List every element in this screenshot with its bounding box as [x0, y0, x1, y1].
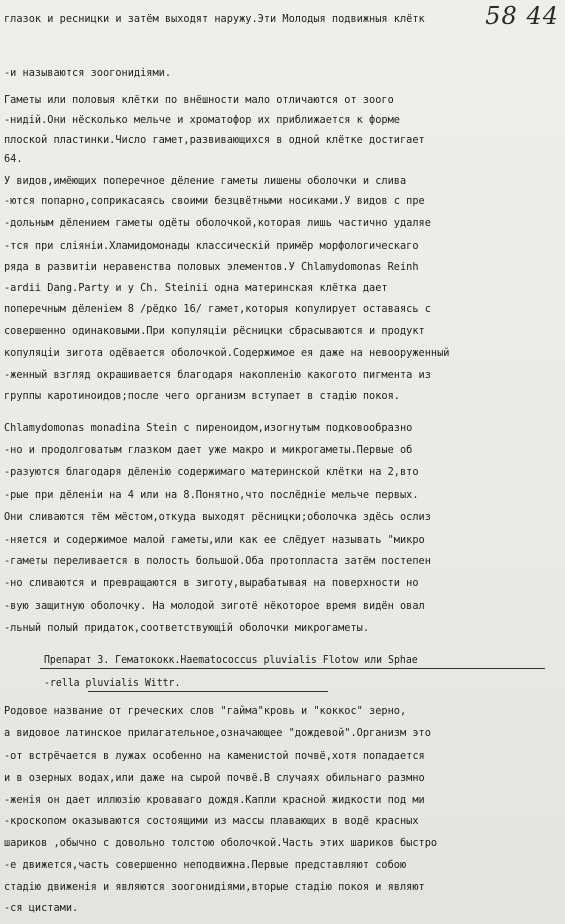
text-line-11: ряда в развитіи неравенства половых элементов.У Chlamydomonas Reinh — [4, 261, 419, 273]
text-line-9: -дольным дёлением гаметы одёты оболочкой,которая лишь частично удаляе — [4, 217, 431, 229]
text-line-33: и в озерных водах,или даже на сырой почвё.В случаях обильнаго размно — [4, 772, 425, 784]
text-line-12: -ardii Dang.Party и у Ch. Steinii одна материнская клётка дает — [4, 282, 388, 294]
text-line-2: -и называются зоогонидіями. — [4, 67, 172, 79]
text-line-27: -льный полый придаток,соответствующій оболочки микрогаметы. — [4, 622, 370, 634]
text-line-6: 64. — [4, 153, 23, 165]
text-line-24: -гаметы переливается в полость большой.Оба протопласта затём постепен — [4, 555, 431, 567]
text-line-23: -няется и содержимое малой гаметы,или как ее слёдует называть "микро — [4, 534, 425, 546]
text-line-21: -рые при дёленіи на 4 или на 8.Понятно,что послёдніе мельче первых. — [4, 489, 419, 501]
text-line-30: Родовое название от греческих слов "гайма"кровь и "коккос" зерно, — [4, 705, 407, 717]
text-line-16: -женный взгляд окрашивается благодаря накопленію какогото пигмента из — [4, 369, 431, 381]
text-line-10: -тся при сліяніи.Хламидомонады классическій примёр морфологическаго — [4, 240, 419, 252]
text-line-25: -но сливаются и превращаются в зиготу,вырабатывая на поверхности но — [4, 577, 419, 589]
text-line-4: -нидій.Они нёсколько мельче и хроматофор их приближается к форме — [4, 114, 400, 126]
text-line-37: -е движется,часть совершенно неподвижна.Первые представляют собою — [4, 859, 407, 871]
text-line-5: плоской пластинки.Число гамет,развивающихся в одной клётке достигает — [4, 134, 425, 146]
text-line-20: -разуются благодаря дёленію содержимаго материнской клётки на 2,вто — [4, 466, 419, 478]
text-line-31: а видовое латинское прилагательное,означающее "дождевой".Организм это — [4, 727, 431, 739]
text-line-26: -вую защитную оболочку. На молодой зиготё нёкоторое время видён овал — [4, 600, 425, 612]
section-heading-cont: -rella pluvialis Wittr. — [44, 677, 181, 689]
text-line-39: -ся цистами. — [4, 902, 79, 914]
section-heading: Препарат 3. Гематококк.Haematococcus pluvialis Flotow или Sphae — [44, 654, 418, 666]
heading-underline — [40, 668, 545, 669]
text-line-7: У видов,имёющих поперечное дёление гаметы лишены оболочки и слива — [4, 175, 407, 187]
text-line-1: глазок и ресницки и затём выходят наружу.Эти Молодыя подвижныя клётк — [4, 13, 425, 25]
text-line-18: Chlamydomonas monadina Stein с пиреноидом,изогнутым подковообразно — [4, 422, 413, 434]
text-line-22: Они сливаются тём мёстом,откуда выходят рёсницки;оболочка здёсь ослиз — [4, 511, 431, 523]
text-line-19: -но и продолговатым глазком дает уже макро и микрогаметы.Первые об — [4, 444, 413, 456]
page-number: 58 44 — [485, 2, 559, 30]
text-line-34: -женія он дает иллюзію кроваваго дождя.Капли красной жидкости под ми — [4, 794, 425, 806]
text-line-3: Гаметы или половыя клётки по внёшности мало отличаются от зоого — [4, 94, 394, 106]
text-line-13: поперечным дёленіем 8 /рёдко 16/ гамет,которыя копулирует оставаясь с — [4, 303, 431, 315]
text-line-32: -от встрёчается в лужах особенно на каменистой почвё,хотя попадается — [4, 750, 425, 762]
text-line-15: копуляціи зигота одёвается оболочкой.Содержимое ея даже на невооруженный — [4, 347, 450, 359]
text-line-36: шариков ,обычно с довольно толстою оболочкой.Часть этих шариков быстро — [4, 837, 438, 849]
text-line-8: -ются попарно,соприкасаясь своими безцвётными носиками.У видов с пре — [4, 195, 425, 207]
text-line-14: совершенно одинаковыми.При копуляціи рёсницки сбрасываются и продукт — [4, 325, 425, 337]
text-line-17: группы каротиноидов;после чего организм вступает в стадію покоя. — [4, 390, 400, 402]
text-line-35: -кроскопом оказываются состоящими из массы плавающих в водё красных — [4, 815, 419, 827]
heading-underline-2 — [88, 691, 328, 692]
text-line-38: стадію движенія и являются зоогонидіями,вторые стадію покоя и являют — [4, 881, 425, 893]
